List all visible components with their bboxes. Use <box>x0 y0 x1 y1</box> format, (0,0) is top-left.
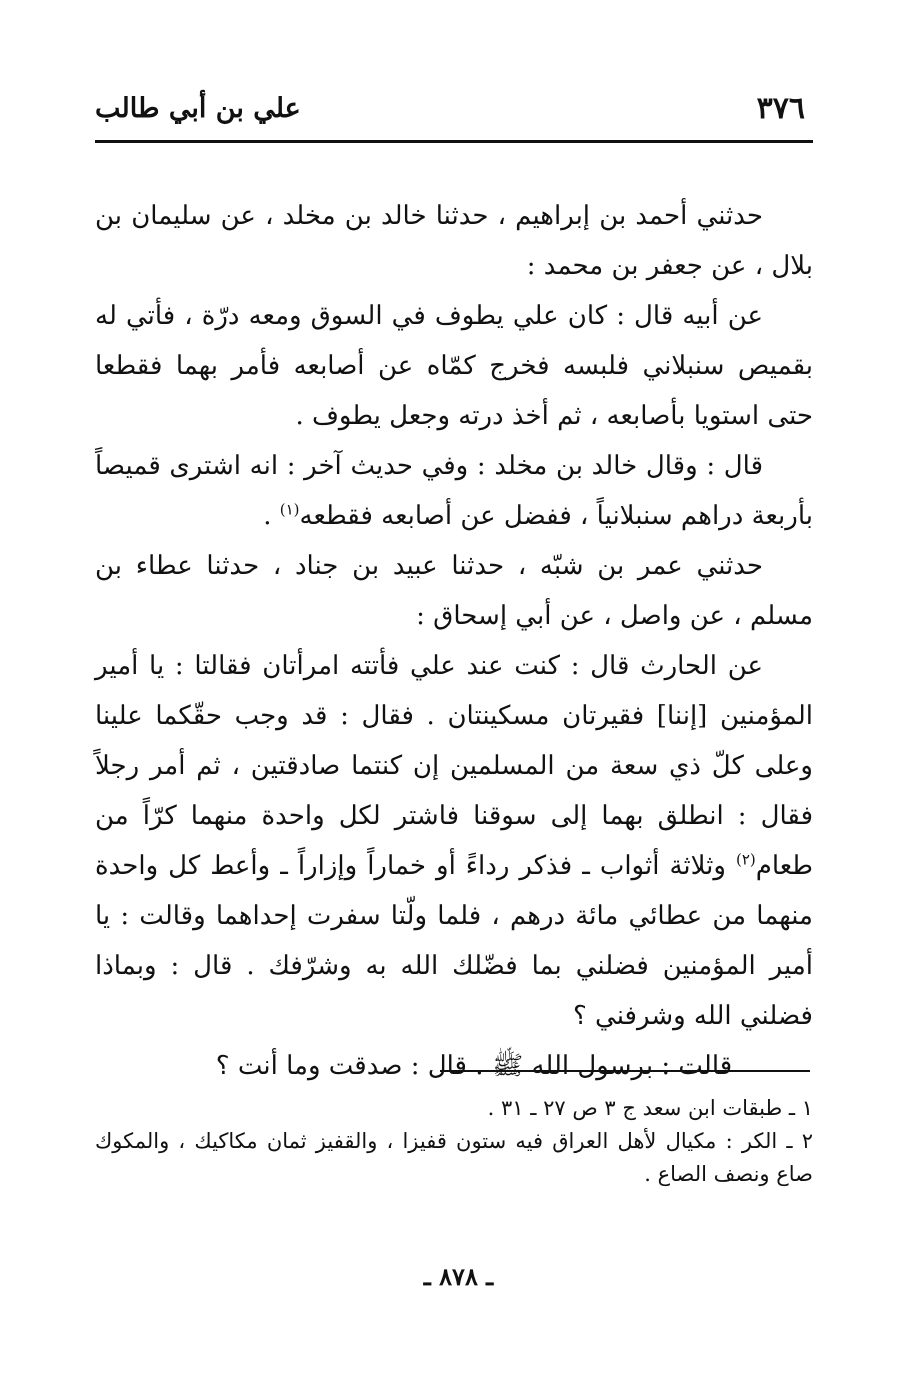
paragraph-narration-2-text: قال : وقال خالد بن مخلد : وفي حديث آخر : انه اشترى قميصاً بأربعة دراهم سنبلانياً ، ففضل عن أصابعه فقطعه <box>95 451 813 531</box>
paragraph-narration-4: قالت : برسول الله ﷺ . قال : صدقت وما أنت ؟ <box>215 1051 733 1081</box>
paragraph-narration-3-text-b: وثلاثة أثواب ـ فذكر رداءً أو خماراً وإزاراً ـ وأعط كل واحدة منهما من عطائي مائة درهم ، فلما ولّتا سفرت إحداهما وقالت : يا أمير المؤمنين فضلني بما فضّلك الله به وشرّفك . قال : وبماذا فضلني الله وشرفني ؟ <box>95 851 813 1031</box>
footnote-separator <box>440 1070 810 1072</box>
page-number: ٣٧٦ <box>756 91 805 126</box>
paragraph-isnad-1: حدثني أحمد بن إبراهيم ، حدثنا خالد بن مخلد ، عن سليمان بن بلال ، عن جعفر بن محمد : <box>95 201 813 281</box>
footnote-ref-2[interactable]: (٢) <box>735 850 756 869</box>
paragraph-narration-3-text-a: عن الحارث قال : كنت عند علي فأتته امرأتان فقالتا : يا أمير المؤمنين [إننا] فقيرتان مسكينتان . فقال : قد وجب حقّكما علينا وعلى كلّ ذي سعة من المسلمين إن كنتما صادقتين ، ثم أمر رجلاً فقال : انطلق بهما إلى سوقنا فاشتر لكل واحدة منهما كرّاً من طعام <box>95 651 813 881</box>
footnote-ref-1[interactable]: (١) <box>279 500 300 519</box>
footnote-1: ١ ـ طبقات ابن سعد ج ٣ ص ٢٧ ـ ٣١ . <box>487 1096 813 1120</box>
paragraph-narration-2: قال : وقال خالد بن مخلد : وفي حديث آخر : انه اشترى قميصاً بأربعة دراهم سنبلانياً ، ففضل عن أصابعه فقطعه$^{(١)}$ . <box>95 451 813 531</box>
header-rule <box>95 140 813 143</box>
footnotes <box>95 1092 813 1191</box>
folio-number: ـ ٨٧٨ ـ <box>423 1262 494 1291</box>
running-header <box>95 85 813 135</box>
footnote-2: ٢ ـ الكر : مكيال لأهل العراق فيه ستون قفيزا ، والقفيز ثمان مكاكيك ، والمكوك صاع ونصف الصاع . <box>95 1129 813 1186</box>
paragraph-narration-1: عن أبيه قال : كان علي يطوف في السوق ومعه درّة ، فأتي له بقميص سنبلاني فلبسه فخرج كمّاه عن أصابعه فأمر بهما فقطعا حتى استويا بأصابعه ، ثم أخذ درته وجعل يطوف . <box>95 301 813 431</box>
paragraph-isnad-2: حدثني عمر بن شبّه ، حدثنا عبيد بن جناد ، حدثنا عطاء بن مسلم ، عن واصل ، عن أبي إسحاق : <box>95 551 813 631</box>
book-title: علي بن أبي طالب <box>95 93 301 124</box>
paragraph-narration-3 <box>95 641 813 1041</box>
main-text <box>95 191 813 1091</box>
